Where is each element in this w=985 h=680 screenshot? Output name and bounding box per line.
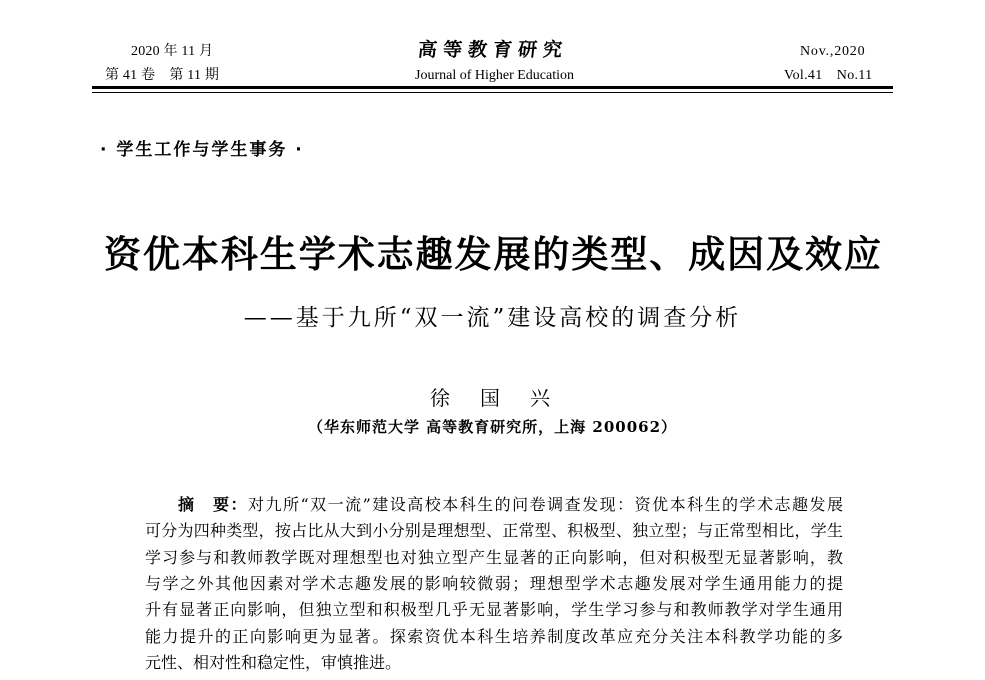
- issue-date-chinese: 2020 年 11 月: [131, 44, 214, 59]
- abstract-line: 能力提升的正向影响更为显著。探索资优本科生培养制度改革应充分关注本科教学功能的多: [145, 626, 843, 646]
- header-rule-thin: [92, 92, 893, 93]
- abstract-text: 对九所“双一流”建设高校本科生的问卷调查发现：资优本科生的学术志趣发展: [247, 495, 843, 514]
- abstract-line: 学习参与和教师教学既对理想型也对独立型产生显著的正向影响，但对积极型无显著影响，教: [145, 547, 843, 567]
- journal-logo: 高等教育研究: [416, 39, 570, 61]
- issue-date-english: Nov.,2020: [800, 44, 866, 59]
- abstract-line: 元性、相对性和稳定性，审慎推进。: [145, 652, 402, 672]
- abstract-line: 升有显著正向影响，但独立型和积极型几乎无显著影响，学生学习参与和教师教学对学生通用: [145, 600, 843, 620]
- abstract-line: 可分为四种类型，按占比从大到小分别是理想型、正常型、积极型、独立型；与正常型相比，学生: [145, 521, 843, 541]
- author-name: 徐 国 兴: [430, 386, 555, 410]
- volume-issue-chinese: 第 41 卷 第 11 期: [105, 68, 220, 83]
- header-rule-thick: [92, 86, 893, 89]
- journal-name-english: Journal of Higher Education: [415, 68, 575, 83]
- article-subtitle: ——基于九所“双一流”建设高校的调查分析: [243, 305, 742, 331]
- abstract-label: 摘 要：: [178, 495, 248, 514]
- volume-issue-english: Vol.41 No.11: [784, 68, 873, 83]
- section-tag: · 学生工作与学生事务 ·: [100, 140, 304, 160]
- abstract-line: 与学之外其他因素对学术志趣发展的影响较微弱；理想型学术志趣发展对学生通用能力的提: [145, 573, 843, 593]
- abstract-line: [145, 492, 843, 518]
- abstract: [145, 492, 843, 676]
- author-affiliation: （华东师范大学 高等教育研究所，上海 200062）: [307, 418, 678, 436]
- article-title: 资优本科生学术志趣发展的类型、成因及效应: [104, 233, 881, 276]
